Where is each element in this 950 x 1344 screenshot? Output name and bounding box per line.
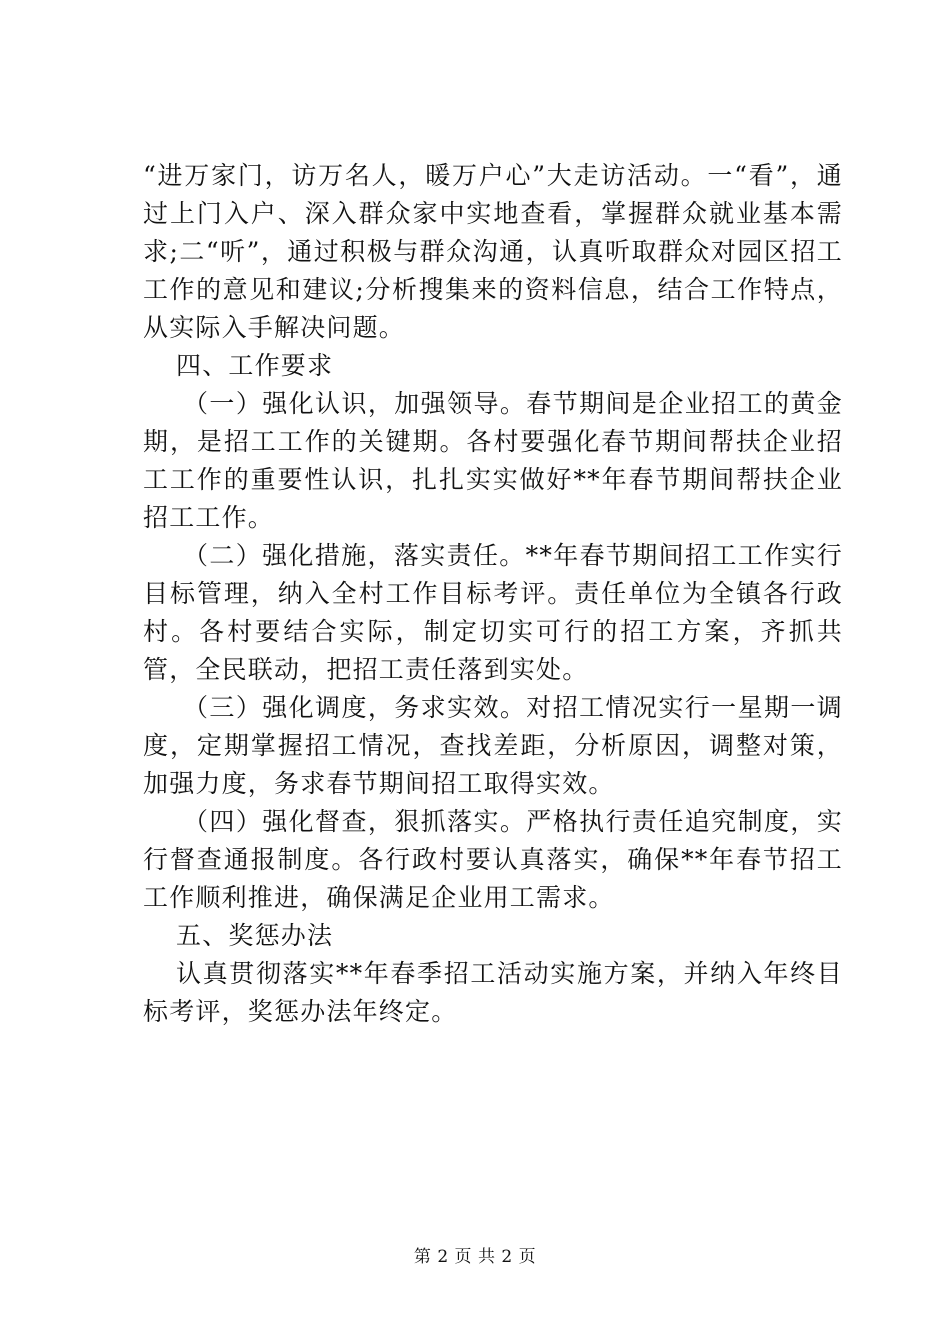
- paragraph-visit-activity: “进万家门，访万名人，暖万户心”大走访活动。一“看”，通过上门入户、深入群众家中实地查看，掌握群众就业基本需求;二“听”，通过积极与群众沟通，认真听取群众对园区招工工作的意见和建议;分析搜集来的资料信息，结合工作特点，从实际入手解决问题。: [143, 161, 843, 342]
- document-body: [143, 157, 843, 1031]
- paragraph-requirement-1: （一）强化认识，加强领导。春节期间是企业招工的黄金期，是招工工作的关键期。各村要强化春节期间帮扶企业招工工作的重要性认识，扎扎实实做好**年春节期间帮扶企业招工工作。: [143, 389, 843, 532]
- section-heading-work-requirements: 四、工作要求: [176, 351, 334, 380]
- paragraph-requirement-2: （二）强化措施，落实责任。**年春节期间招工工作实行目标管理，纳入全村工作目标考评。责任单位为全镇各行政村。各村要结合实际，制定切实可行的招工方案，齐抓共管，全民联动，把招工责任落到实处。: [143, 541, 843, 684]
- page-number-footer: 第 2 页 共 2 页: [413, 1247, 537, 1267]
- section-heading-rewards-penalties: 五、奖惩办法: [176, 921, 334, 950]
- paragraph-rewards-penalties: 认真贯彻落实**年春季招工活动实施方案，并纳入年终目标考评，奖惩办法年终定。: [143, 959, 843, 1026]
- paragraph-requirement-4: （四）强化督查，狠抓落实。严格执行责任追究制度，实行督查通报制度。各行政村要认真落实，确保**年春节招工工作顺利推进，确保满足企业用工需求。: [143, 807, 843, 912]
- paragraph-requirement-3: （三）强化调度，务求实效。对招工情况实行一星期一调度，定期掌握招工情况，查找差距，分析原因，调整对策，加强力度，务求春节期间招工取得实效。: [143, 693, 843, 798]
